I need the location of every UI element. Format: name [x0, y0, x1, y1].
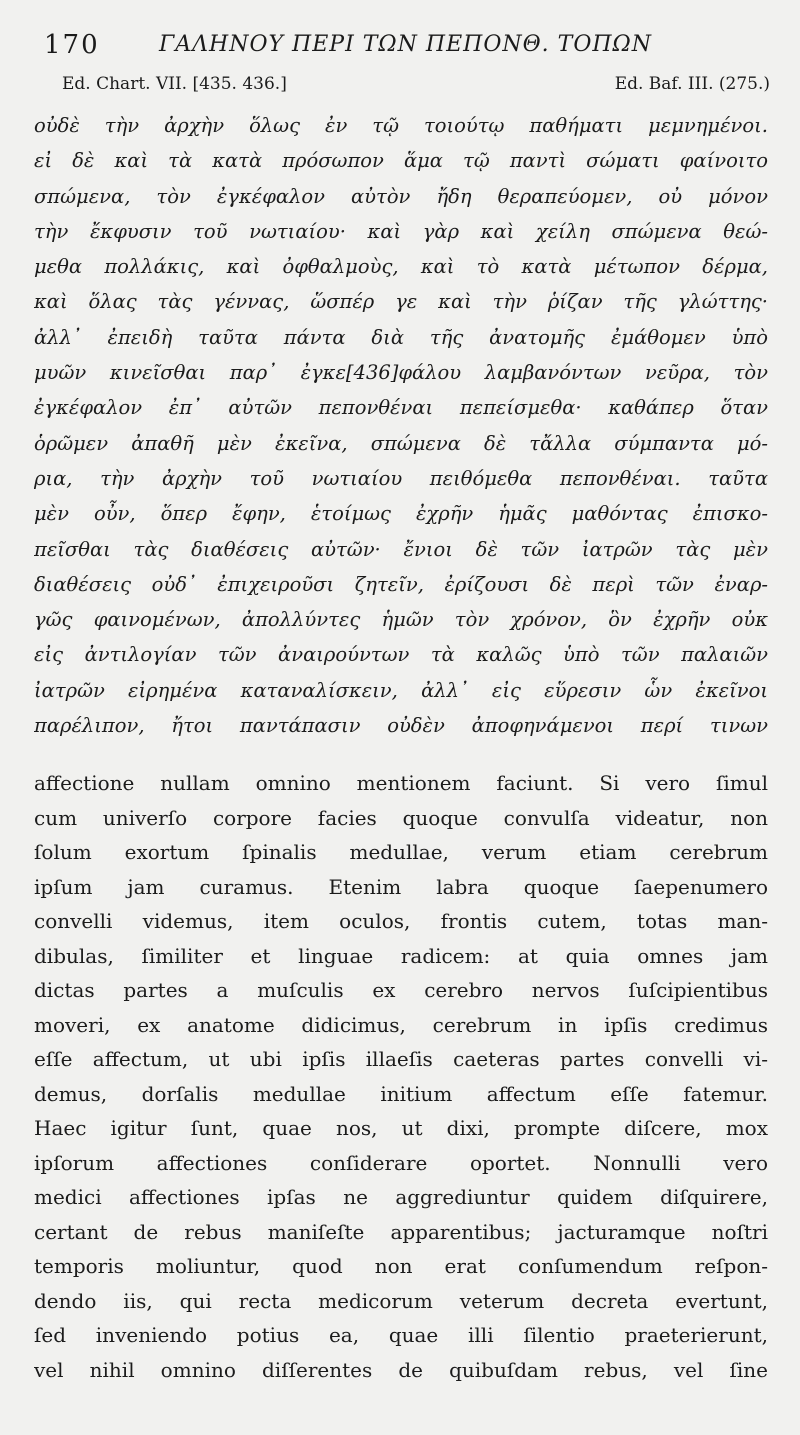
- latin-text-line: dendo iis, qui recta medicorum veterum decreta evertunt,: [34, 1288, 768, 1313]
- latin-text-line: dibulas, ſimiliter et linguae radicem: at quia omnes jam: [34, 943, 768, 968]
- edition-chartier: Ed. Chart. VII. [435. 436.]: [62, 74, 287, 94]
- greek-text-line: παρέλιπον, ἤτοι παντάπασιν οὐδὲν ἀποφηνάμενοι περί τινων: [34, 714, 768, 738]
- latin-text-line: temporis moliuntur, quod non erat conſumendum reſpon-: [34, 1254, 768, 1278]
- greek-text-line: διαθέσεις οὐδ᾽ ἐπιχειροῦσι ζητεῖν, ἐρίζουσι δὲ περὶ τῶν ἐναρ-: [34, 572, 768, 596]
- latin-text-line: ipſorum affectiones conſiderare oportet. Nonnulli vero: [34, 1150, 768, 1175]
- greek-text-line: μεθα πολλάκις, καὶ ὀφθαλμοὺς, καὶ τὸ κατὰ μέτωπον δέρμα,: [34, 255, 768, 279]
- latin-text-line: Haec igitur ſunt, quae nos, ut dixi, prompte diſcere, mox: [34, 1116, 768, 1140]
- latin-text-line: convelli videmus, item oculos, frontis cutem, totas man-: [34, 909, 768, 933]
- greek-text-block: [34, 108, 768, 743]
- greek-text-line: εἰ δὲ καὶ τὰ κατὰ πρόσωπον ἅμα τῷ παντὶ σώματι φαίνοιτο: [34, 149, 768, 173]
- greek-text-line: ἐγκέφαλον ἐπ᾽ αὐτῶν πεπονθέναι πεπείσμεθα· καθάπερ ὅταν: [34, 396, 768, 420]
- latin-text-line: moveri, ex anatome didicimus, cerebrum in ipſis credimus: [34, 1012, 768, 1037]
- greek-text-line: εἰς ἀντιλογίαν τῶν ἀναιρούντων τὰ καλῶς ὑπὸ τῶν παλαιῶν: [34, 643, 768, 667]
- latin-text-line: affectione nullam omnino mentionem faciunt. Si vero ſimul: [34, 771, 768, 795]
- latin-text-line: ſed inveniendo potius ea, quae illi ſilentio praeterierunt,: [34, 1323, 768, 1347]
- latin-text-line: ſolum exortum ſpinalis medullae, verum etiam cerebrum: [34, 840, 768, 864]
- latin-text-line: cum univerſo corpore facies quoque convulſa videatur, non: [34, 805, 768, 830]
- greek-text-line: οὐδὲ τὴν ἀρχὴν ὅλως ἐν τῷ τοιούτῳ παθήματι μεμνημένοι.: [34, 114, 768, 137]
- greek-text-line: ὁρῶμεν ἀπαθῆ μὲν ἐκεῖνα, σπώμενα δὲ τἄλλα σύμπαντα μό-: [34, 431, 768, 455]
- edition-references: [62, 74, 770, 102]
- running-head: [44, 28, 764, 62]
- greek-text-line: μυῶν κινεῖσθαι παρ᾽ ἐγκε[436]φάλου λαμβανόντων νεῦρα, τὸν: [34, 361, 768, 385]
- greek-text-line: ρια, τὴν ἀρχὴν τοῦ νωτιαίου πειθόμεθα πεπονθέναι. ταῦτα: [34, 466, 768, 490]
- greek-text-line: γῶς φαινομένων, ἀπολλύντες ἡμῶν τὸν χρόνον, ὃν ἐχρῆν οὐκ: [34, 608, 768, 632]
- page-number: 170: [44, 30, 100, 60]
- running-title: ΓΑΛΗΝΟΥ ΠΕΡΙ ΤΩΝ ΠΕΠΟΝΘ. ΤΟΠΩΝ: [159, 32, 653, 57]
- latin-text-line: demus, dorſalis medullae initium affectum eſſe fatemur.: [34, 1081, 768, 1106]
- latin-text-line: ipſum jam curamus. Etenim labra quoque ſaepenumero: [34, 874, 768, 899]
- greek-text-line: ἰατρῶν εἰρημένα καταναλίσκειν, ἀλλ᾽ εἰς εὕρεσιν ὧν ἐκεῖνοι: [34, 678, 768, 702]
- greek-text-line: μὲν οὖν, ὅπερ ἔφην, ἑτοίμως ἐχρῆν ἡμᾶς μαθόντας ἐπισκο-: [34, 502, 768, 526]
- greek-text-line: καὶ ὅλας τὰς γέννας, ὥσπέρ γε καὶ τὴν ῥίζαν τῆς γλώττης·: [34, 290, 768, 314]
- latin-text-line: vel nihil omnino diſſerentes de quibuſdam rebus, vel ſine: [34, 1357, 768, 1382]
- latin-text-block: [34, 766, 768, 1387]
- greek-text-line: τὴν ἔκφυσιν τοῦ νωτιαίου· καὶ γὰρ καὶ χείλη σπώμενα θεώ-: [34, 219, 768, 243]
- latin-text-line: certant de rebus maniſeſte apparentibus; jacturamque noſtri: [34, 1219, 768, 1244]
- greek-text-line: ἀλλ᾽ ἐπειδὴ ταῦτα πάντα διὰ τῆς ἀνατομῆς ἐμάθομεν ὑπὸ: [34, 325, 768, 349]
- greek-text-line: πεῖσθαι τὰς διαθέσεις αὐτῶν· ἔνιοι δὲ τῶν ἰατρῶν τὰς μὲν: [34, 537, 768, 561]
- latin-text-line: dictas partes a muſculis ex cerebro nervos ſuſcipientibus: [34, 978, 768, 1002]
- latin-text-line: medici affectiones ipſas ne aggrediuntur quidem diſquirere,: [34, 1185, 768, 1209]
- latin-text-line: eſſe affectum, ut ubi ipſis illaeſis caeteras partes convelli vi-: [34, 1047, 768, 1071]
- edition-basel: Ed. Baf. III. (275.): [614, 74, 770, 94]
- greek-text-line: σπώμενα, τὸν ἐγκέφαλον αὐτὸν ἤδη θεραπεύομεν, οὐ μόνον: [34, 184, 768, 208]
